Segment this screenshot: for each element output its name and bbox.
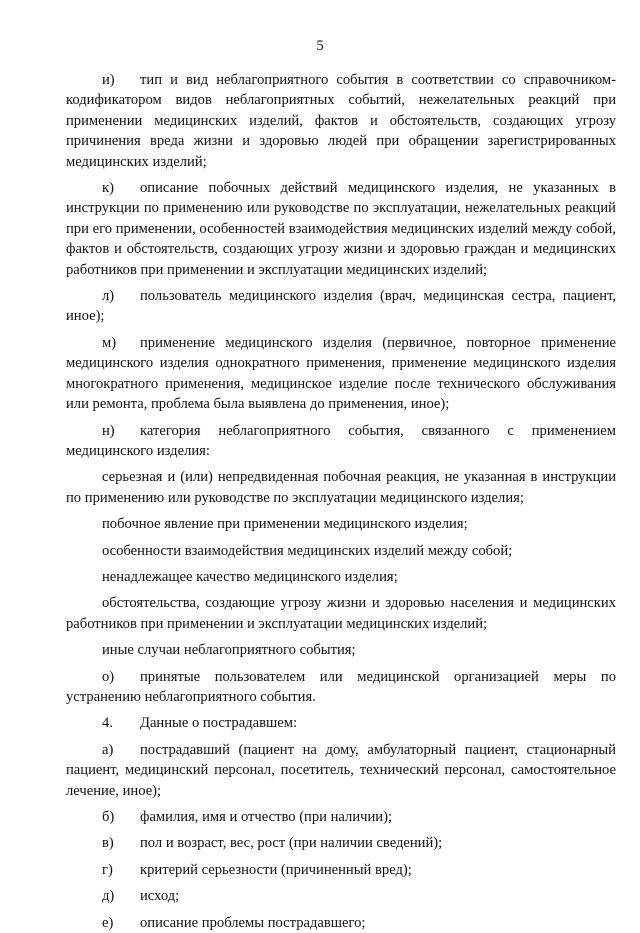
category-side-effect: побочное явление при применении медицинского изделия; bbox=[102, 516, 468, 533]
item-text: категория неблагоприятного события, связанного с применением медицинского изделия: bbox=[66, 422, 616, 459]
item-marker: и) bbox=[102, 72, 115, 88]
item-text: принятые пользователем или медицинской организацией меры по устранению неблагоприятного события. bbox=[66, 668, 616, 705]
item-text: фамилия, имя и отчество (при наличии); bbox=[140, 809, 393, 825]
item-text: применение медицинского изделия (первичное, повторное применение медицинского изделия однократного применения, применение медицинского изделия многократного применения, медицинское изделие после технического обслуживания или ремонта, проблема была выявлена до применения, иное); bbox=[66, 334, 616, 413]
item-marker: б) bbox=[102, 809, 115, 825]
item-text: пользователь медицинского изделия (врач, медицинская сестра, пациент, иное); bbox=[66, 288, 616, 325]
category-threat: обстоятельства, создающие угрозу жизни и здоровью населения и медицинских работников при применении и эксплуатации медицинских изделий; bbox=[66, 595, 616, 632]
item-text: пол и возраст, вес, рост (при наличии сведений); bbox=[140, 835, 443, 852]
section-number: 4. bbox=[102, 715, 113, 732]
list-item-n bbox=[66, 421, 616, 462]
list-item-b bbox=[66, 807, 616, 827]
section-title: Данные о пострадавшем: bbox=[140, 715, 298, 732]
list-item-v bbox=[66, 833, 616, 853]
page-number: 5 bbox=[316, 38, 324, 54]
list-item-m bbox=[66, 333, 616, 415]
item-text: исход; bbox=[140, 888, 180, 905]
item-marker: к) bbox=[102, 180, 114, 197]
list-item-g bbox=[66, 860, 616, 880]
category-other: иные случаи неблагоприятного события; bbox=[102, 642, 356, 659]
item-marker: н) bbox=[102, 422, 115, 439]
list-item-l bbox=[66, 286, 616, 327]
list-item-a bbox=[66, 740, 616, 801]
list-item-e bbox=[66, 913, 616, 933]
item-text: тип и вид неблагоприятного события в соответствии со справочником-кодификатором видов неблагоприятных событий, нежелательных реакций при применении медицинских изделий, фактов и обстоятельств, создающих угрозу причинения вреда жизни и здоровью людей при обращении зарегистрированных медицинских изделий; bbox=[66, 72, 616, 170]
item-marker: м) bbox=[102, 334, 117, 351]
document-body bbox=[66, 70, 616, 933]
item-marker: г) bbox=[102, 861, 113, 878]
item-text: описание побочных действий медицинского изделия, не указанных в инструкции по применению или руководстве по эксплуатации, нежелательных реакций при его применении, особенностей взаимодействия медицинских изделий между собой, фактов и обстоятельств, создающих угрозу жизни и здоровью граждан и медицинских работников при применении и эксплуатации медицинских изделий; bbox=[66, 180, 616, 278]
item-text: критерий серьезности (причиненный вред); bbox=[140, 861, 412, 878]
item-marker: в) bbox=[102, 835, 114, 852]
category-poor-quality: ненадлежащее качество медицинского изделия; bbox=[102, 568, 398, 585]
item-marker: е) bbox=[102, 914, 114, 931]
category-serious-reaction: серьезная и (или) непредвиденная побочная реакция, не указанная в инструкции по применению или руководстве по эксплуатации медицинского изделия; bbox=[66, 469, 616, 506]
item-marker: д) bbox=[102, 888, 115, 905]
list-item-k bbox=[66, 178, 616, 280]
item-marker: а) bbox=[102, 741, 114, 758]
list-item-o bbox=[66, 667, 616, 708]
list-item-d bbox=[66, 886, 616, 906]
list-item-i bbox=[66, 70, 616, 172]
item-text: описание проблемы пострадавшего; bbox=[140, 914, 366, 931]
item-marker: л) bbox=[102, 288, 115, 305]
category-interaction: особенности взаимодействия медицинских изделий между собой; bbox=[102, 542, 513, 559]
item-marker: о) bbox=[102, 668, 115, 685]
item-text: пострадавший (пациент на дому, амбулаторный пациент, стационарный пациент, медицинский персонал, посетитель, технический персонал, самостоятельное лечение, иное); bbox=[66, 741, 616, 799]
section-heading-4 bbox=[66, 713, 616, 733]
